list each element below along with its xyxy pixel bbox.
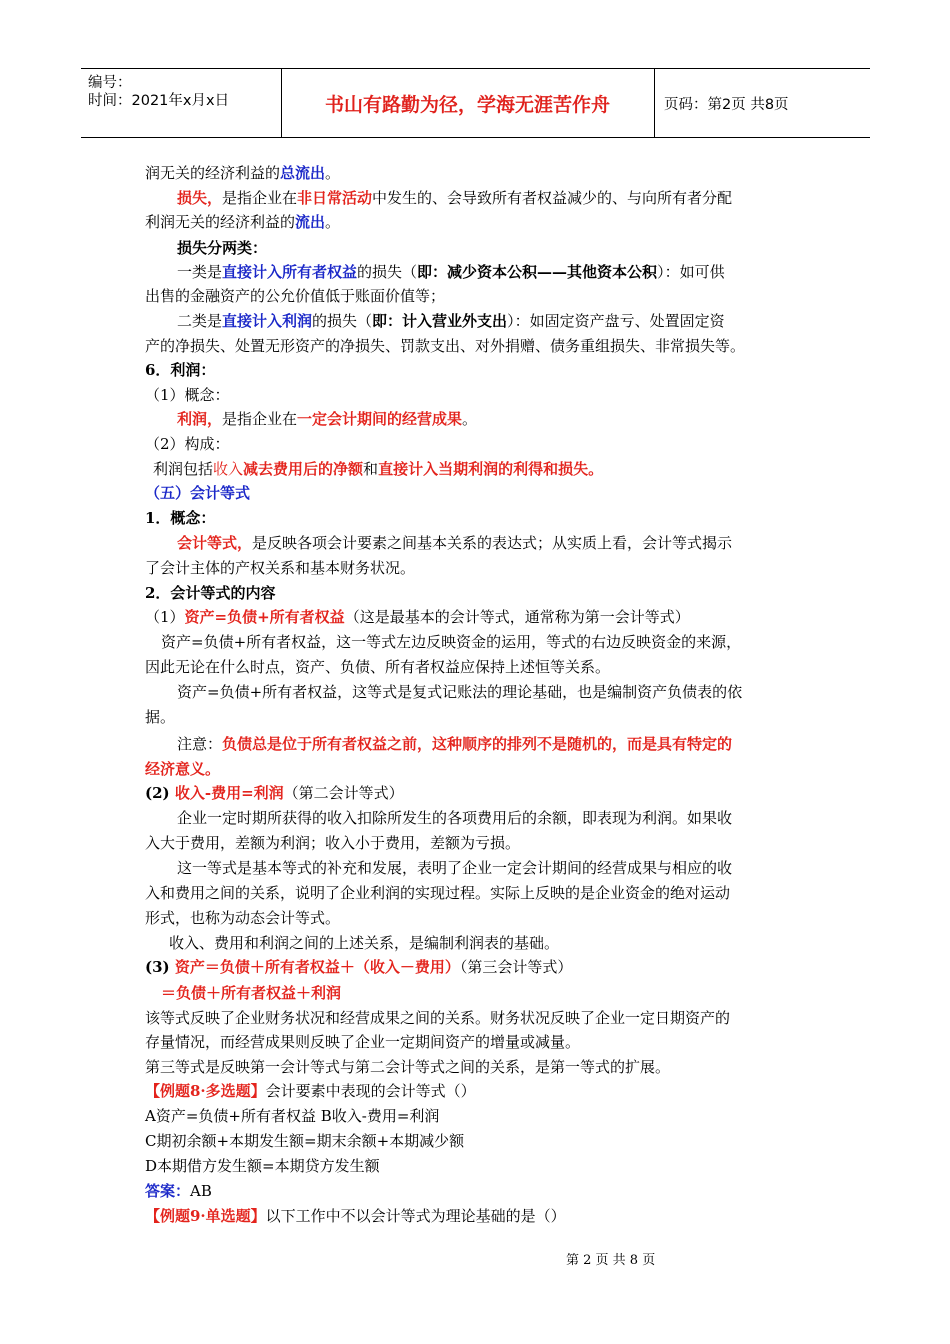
- text-segment: ）：如固定资产盘亏、处置固定资: [507, 312, 725, 330]
- text-segment: D本期借方发生额=本期贷方发生额: [145, 1157, 380, 1175]
- header-time-label: 时间：2021年x月x日: [88, 93, 230, 109]
- text-segment: 非日常活动: [297, 189, 373, 207]
- text-segment: 流出: [295, 213, 326, 231]
- text-line: [145, 433, 230, 455]
- text-segment: 总流出: [280, 164, 326, 182]
- text-segment: 资产=负债+所有者权益: [184, 608, 345, 626]
- text-segment: （1）: [145, 608, 185, 626]
- text-segment: 是指企业在: [222, 189, 298, 207]
- text-line: [177, 310, 725, 332]
- text-line: [145, 832, 520, 854]
- text-segment: 直接计入利润: [222, 312, 313, 330]
- text-segment: 答案：: [145, 1182, 191, 1200]
- text-line: [145, 656, 610, 678]
- text-line: [145, 1080, 476, 1102]
- text-segment: 会计要素中表现的会计等式（）: [265, 1082, 476, 1100]
- text-line: [145, 706, 175, 728]
- header-page-info: 页码：第2页 共8页: [664, 96, 789, 113]
- text-segment: 【例题8·多选题】: [145, 1082, 266, 1100]
- text-segment: 润无关的经济利益的: [145, 164, 281, 182]
- text-segment: 产的净损失、处置无形资产的净损失、罚款支出、对外捐赠、债务重组损失、非常损失等。: [145, 337, 746, 355]
- text-segment: 。: [325, 213, 341, 231]
- text-line: [145, 882, 730, 904]
- text-segment: （第二会计等式）: [283, 784, 404, 802]
- text-segment: 第三等式是反映第一会计等式与第二会计等式之间的关系，是第一等式的扩展。: [145, 1058, 671, 1076]
- text-line: [145, 1007, 730, 1029]
- text-segment: 中发生的、会导致所有者权益减少的、与向所有者分配: [372, 189, 733, 207]
- text-line: [145, 507, 215, 529]
- text-segment: 负债总是位于所有者权益之前，这种顺序的排列不是随机的，而是具有特定的: [222, 735, 733, 753]
- text-segment: 收入: [213, 460, 244, 478]
- text-segment: 即：减少资本公积——其他资本公积: [417, 263, 658, 281]
- text-line: [177, 733, 732, 755]
- text-line: [145, 1130, 464, 1152]
- text-segment: （2）构成：: [145, 435, 230, 453]
- text-segment: AB: [190, 1182, 212, 1200]
- text-segment: 二类是: [177, 312, 223, 330]
- text-line: [145, 285, 445, 307]
- page-footer: 第 2 页 共 8 页: [566, 1253, 656, 1268]
- text-segment: 存量情况，而经营成果则反映了企业一定期间资产的增量或减量。: [145, 1033, 581, 1051]
- text-line: [169, 932, 559, 954]
- text-segment: 【例题9·单选题】: [145, 1207, 266, 1225]
- text-segment: 损失，: [177, 189, 223, 207]
- text-segment: （这是最基本的会计等式，通常称为第一会计等式）: [344, 608, 690, 626]
- text-line: [145, 1205, 566, 1227]
- text-segment: (2): [145, 784, 175, 802]
- text-line: [153, 458, 603, 480]
- text-segment: ）：如可供: [657, 263, 725, 281]
- text-segment: （第三会计等式）: [459, 958, 573, 976]
- text-segment: 是反映各项会计要素之间基本关系的表达式；从实质上看，会计等式揭示: [252, 534, 733, 552]
- text-line: [177, 532, 732, 554]
- text-segment: 。: [462, 410, 478, 428]
- text-line: [145, 482, 250, 504]
- text-line: [145, 359, 215, 381]
- page-header: [81, 68, 870, 138]
- header-meta: [88, 74, 229, 110]
- text-segment: 收入-费用=利润: [174, 784, 284, 802]
- text-segment: ＝负债＋所有者权益＋利润: [161, 984, 342, 1002]
- text-line: [145, 1105, 439, 1127]
- header-number-label: 编号：: [88, 75, 132, 91]
- text-line: [177, 187, 732, 209]
- text-segment: 是指企业在: [222, 410, 298, 428]
- text-segment: 减去费用后的净额: [243, 460, 364, 478]
- text-segment: 直接计入当期利润的利得和损失。: [378, 460, 604, 478]
- text-segment: 损失分两类：: [177, 239, 268, 257]
- text-line: [145, 1155, 380, 1177]
- text-segment: 的损失（: [312, 312, 373, 330]
- text-line: [161, 631, 741, 653]
- text-segment: 即：计入营业外支出: [372, 312, 508, 330]
- text-segment: 一类是: [177, 263, 223, 281]
- text-segment: 这一等式是基本等式的补充和发展，表明了企业一定会计期间的经营成果与相应的收: [177, 859, 733, 877]
- text-line: [145, 1031, 580, 1053]
- text-segment: C期初余额+本期发生额=期末余额+本期减少额: [145, 1132, 465, 1150]
- text-line: [145, 758, 220, 780]
- text-segment: 据。: [145, 708, 176, 726]
- text-segment: 资产=负债+所有者权益，这等式是复式记账法的理论基础，也是编制资产负债表的依: [177, 683, 743, 701]
- text-segment: 会计等式，: [177, 534, 253, 552]
- text-segment: 利润，: [177, 410, 223, 428]
- header-motto: 书山有路勤为径，学海无涯苦作舟: [324, 93, 610, 116]
- header-divider: [654, 69, 655, 137]
- text-segment: 企业一定时期所获得的收入扣除所发生的各项费用后的余额，即表现为利润。如果收: [177, 809, 733, 827]
- text-segment: 和: [363, 460, 379, 478]
- text-segment: 直接计入所有者权益: [222, 263, 358, 281]
- text-segment: 该等式反映了企业财务状况和经营成果之间的关系。财务状况反映了企业一定日期资产的: [145, 1009, 731, 1027]
- text-line: [145, 782, 404, 804]
- text-line: [161, 982, 341, 1004]
- text-segment: 利润包括: [153, 460, 214, 478]
- text-segment: 出售的金融资产的公允价值低于账面价值等；: [145, 287, 446, 305]
- text-segment: 资产=负债+所有者权益，这一等式左边反映资金的运用，等式的右边反映资金的来源，: [161, 633, 742, 651]
- text-line: [145, 907, 340, 929]
- text-line: [177, 681, 742, 703]
- text-line: [145, 557, 415, 579]
- text-line: [177, 807, 732, 829]
- text-segment: (3): [145, 958, 175, 976]
- text-line: [145, 384, 230, 406]
- text-segment: 形式，也称为动态会计等式。: [145, 909, 341, 927]
- text-segment: 经济意义。: [145, 760, 221, 778]
- text-segment: 入大于费用，差额为利润；收入小于费用，差额为亏损。: [145, 834, 521, 852]
- text-line: [145, 162, 340, 184]
- text-line: [177, 261, 725, 283]
- text-segment: （五）会计等式: [145, 484, 251, 502]
- text-line: [145, 1056, 670, 1078]
- text-line: [145, 335, 745, 357]
- text-line: [145, 956, 572, 978]
- text-segment: A资产=负债+所有者权益 B收入-费用=利润: [145, 1107, 440, 1125]
- text-line: [177, 857, 732, 879]
- text-segment: 以下工作中不以会计等式为理论基础的是（）: [265, 1207, 566, 1225]
- text-segment: 1．概念：: [145, 509, 216, 527]
- text-segment: 利润无关的经济利益的: [145, 213, 296, 231]
- text-line: [177, 237, 267, 259]
- text-segment: 因此无论在什么时点，资产、负债、所有者权益应保持上述恒等关系。: [145, 658, 611, 676]
- text-line: [177, 408, 477, 430]
- text-segment: 注意：: [177, 735, 223, 753]
- text-segment: 的损失（: [357, 263, 418, 281]
- text-segment: 收入、费用和利润之间的上述关系，是编制利润表的基础。: [169, 934, 560, 952]
- text-line: [145, 582, 275, 604]
- text-segment: 。: [325, 164, 341, 182]
- text-line: [145, 1180, 212, 1202]
- text-line: [145, 606, 690, 628]
- text-segment: 2．会计等式的内容: [145, 584, 276, 602]
- text-segment: 一定会计期间的经营成果: [297, 410, 463, 428]
- text-line: [145, 211, 340, 233]
- text-segment: 入和费用之间的关系，说明了企业利润的实现过程。实际上反映的是企业资金的绝对运动: [145, 884, 731, 902]
- text-segment: 资产＝负债＋所有者权益＋（收入－费用）: [174, 958, 460, 976]
- text-segment: 了会计主体的产权关系和基本财务状况。: [145, 559, 416, 577]
- text-segment: 6．利润：: [145, 361, 216, 379]
- text-segment: （1）概念：: [145, 386, 230, 404]
